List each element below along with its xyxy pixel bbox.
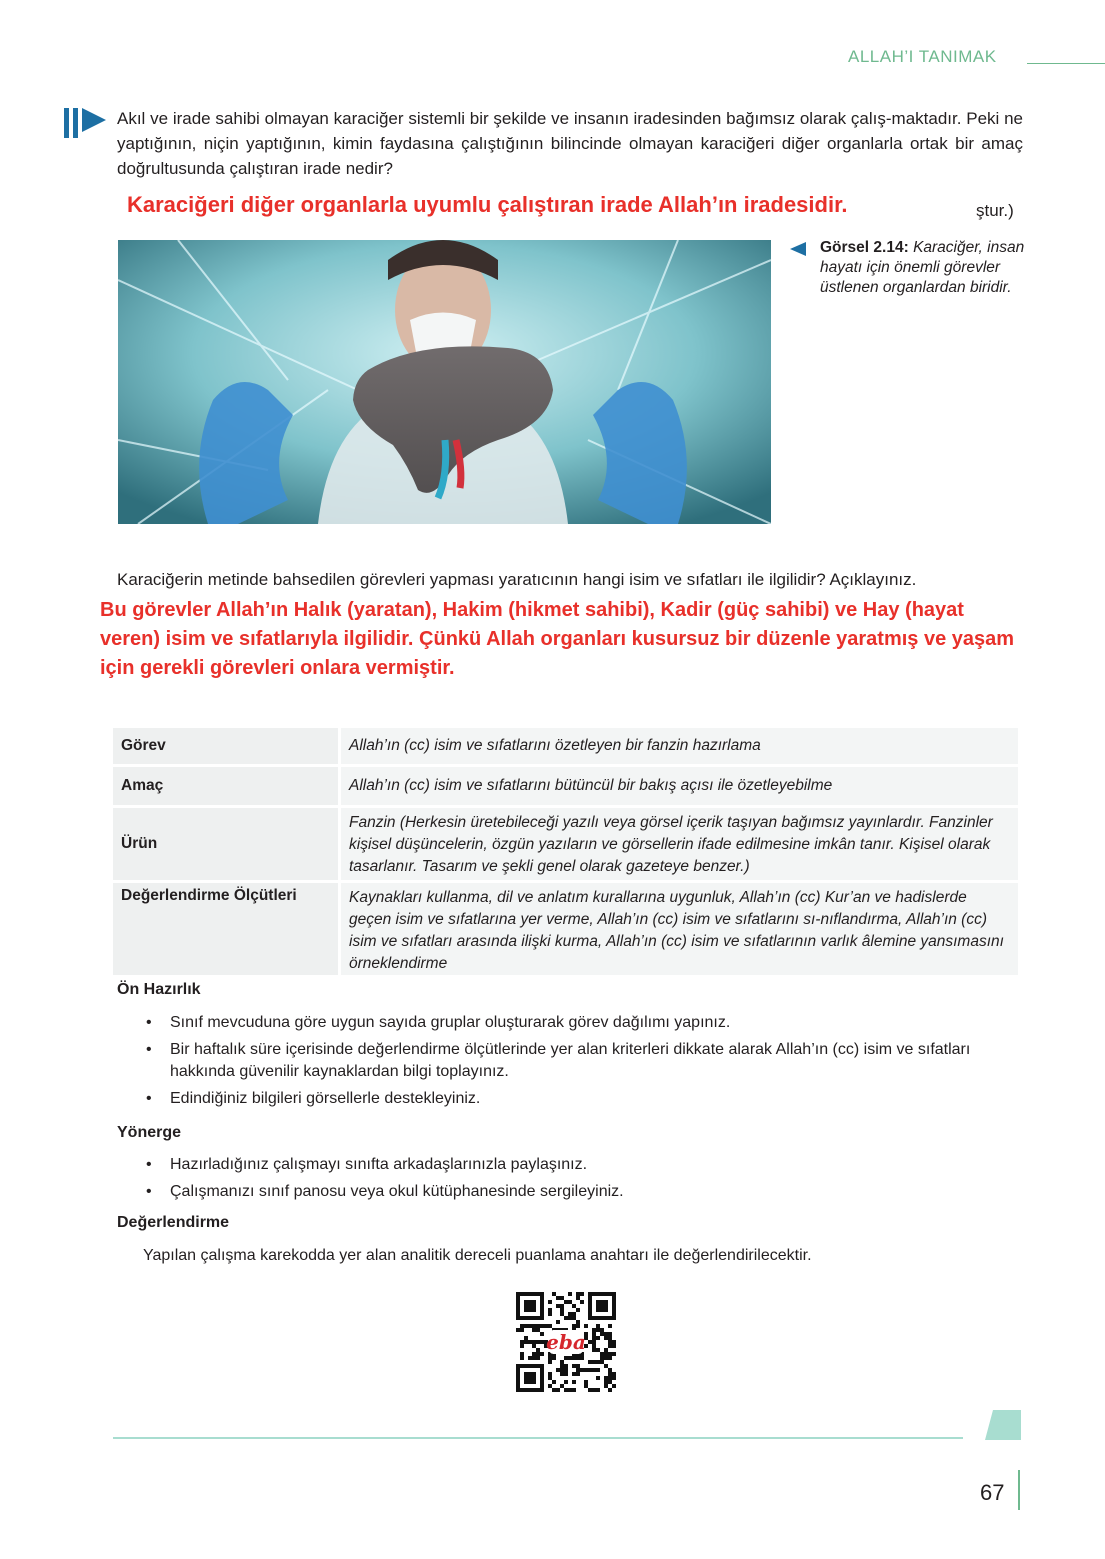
row-value: Allah’ın (cc) isim ve sıfatlarını özetleyen bir fanzin hazırlama (341, 728, 1018, 764)
question-2: Karaciğerin metinde bahsedilen görevleri yapması yaratıcının hangi isim ve sıfatları ile ilgilidir? Açıklayınız. (117, 570, 917, 589)
footer-tab (985, 1410, 1021, 1440)
qr-code[interactable] (516, 1292, 616, 1392)
task-table (113, 728, 1018, 978)
section-title-yonerge: Yönerge (117, 1124, 182, 1141)
list-item: • Bir haftalık süre içerisinde değerlendirme ölçütlerinde yer alan kriterleri dikkate alarak Allah’ın (cc) isim ve sıfatları hakkında güvenilir kaynaklardan bilgi toplayınız. (144, 1039, 1024, 1083)
list-item: • Hazırladığınız çalışmayı sınıfta arkadaşlarınızla paylaşınız. (144, 1154, 1024, 1176)
row-label: Amaç (113, 767, 338, 805)
table-row (113, 883, 1018, 975)
table-row (113, 808, 1018, 880)
answer-1: Karaciğeri diğer organlarla uyumlu çalıştıran irade Allah’ın iradesidir. (127, 192, 848, 217)
row-label: Görev (113, 728, 338, 764)
row-value: Fanzin (Herkesin üretebileceği yazılı veya görsel içerik taşıyan bağımsız yayınlardır. Fanzinler kişisel düşüncelerin, özgün yazıların ve görsellerin ifade edilmesine imkân tanır. Kişisel olarak tasarlanır. Tasarım ve şekli genel olarak gazeteye benzer.) (341, 808, 1018, 880)
text-fragment: ştur.) (976, 201, 1014, 220)
liver-photo (118, 240, 771, 524)
header-line (1027, 63, 1105, 64)
list-item: • Edindiğiniz bilgileri görsellerle destekleyiniz. (144, 1088, 1024, 1110)
page-number-bar (1018, 1470, 1020, 1510)
answer-2: Bu görevler Allah’ın Halık (yaratan), Hakim (hikmet sahibi), Kadir (güç sahibi) ve Hay (hayat veren) isim ve sıfatlarıyla ilgilidir. Çünkü Allah organları kusursuz bir düzenle yaratmış ve yaşam için gerekli görevleri onlara vermiştir. (100, 599, 1015, 679)
question-marker-icon (64, 108, 106, 138)
footer-line (113, 1437, 963, 1439)
table-row (113, 728, 1018, 764)
on-hazirlik-list (144, 1012, 1024, 1115)
eba-logo-text: eba (546, 1329, 586, 1354)
degerlendirme-text: Yapılan çalışma karekodda yer alan analitik dereceli puanlama anahtarı ile değerlendirilecektir. (143, 1247, 812, 1264)
row-value: Allah’ın (cc) isim ve sıfatlarını bütüncül bir bakış açısı ile özetleyebilme (341, 767, 1018, 805)
page-number: 67 (980, 1480, 1005, 1505)
caption-arrow-icon (790, 242, 806, 256)
list-item: • Sınıf mevcuduna göre uygun sayıda gruplar oluşturarak görev dağılımı yapınız. (144, 1012, 1024, 1034)
figure-caption-text: Karaciğer, insan hayatı için önemli görevler üstlenen organlardan biridir. (820, 239, 1025, 296)
yonerge-list (144, 1154, 1024, 1208)
row-label: Değerlendirme Ölçütleri (113, 883, 338, 975)
figure-label: Görsel 2.14: (820, 239, 909, 256)
table-row (113, 767, 1018, 805)
question-text: Akıl ve irade sahibi olmayan karaciğer sistemli bir şekilde ve insanın iradesinden bağımsız olarak çalış-maktadır. Peki ne yaptığının, niçin yaptığının, kimin faydasına çalıştığının bilincinde olmayan karaciğeri diğer organlarla ortak bir amaç doğrultusunda çalıştıran irade nedir? (117, 109, 1023, 178)
section-title-on-hazirlik: Ön Hazırlık (117, 981, 201, 998)
figure-caption (820, 238, 1030, 298)
section-title-degerlendirme: Değerlendirme (117, 1214, 230, 1231)
row-value: Kaynakları kullanma, dil ve anlatım kurallarına uygunluk, Allah’ın (cc) Kur’an ve hadislerde geçen isim ve sıfatlarına yer verme, Allah’ın (cc) isim ve sıfatlarını sı-nıflandırma, Allah’ın (cc) isim ve sıfatları arasında ilişki kurma, Allah’ın (cc) isim ve sıfatlarının varlık âlemine yansımasını örneklendirme (341, 883, 1018, 975)
row-label: Ürün (113, 808, 338, 880)
header-title: ALLAH’I TANIMAK (848, 47, 997, 66)
list-item: • Çalışmanızı sınıf panosu veya okul kütüphanesinde sergileyiniz. (144, 1181, 1024, 1203)
